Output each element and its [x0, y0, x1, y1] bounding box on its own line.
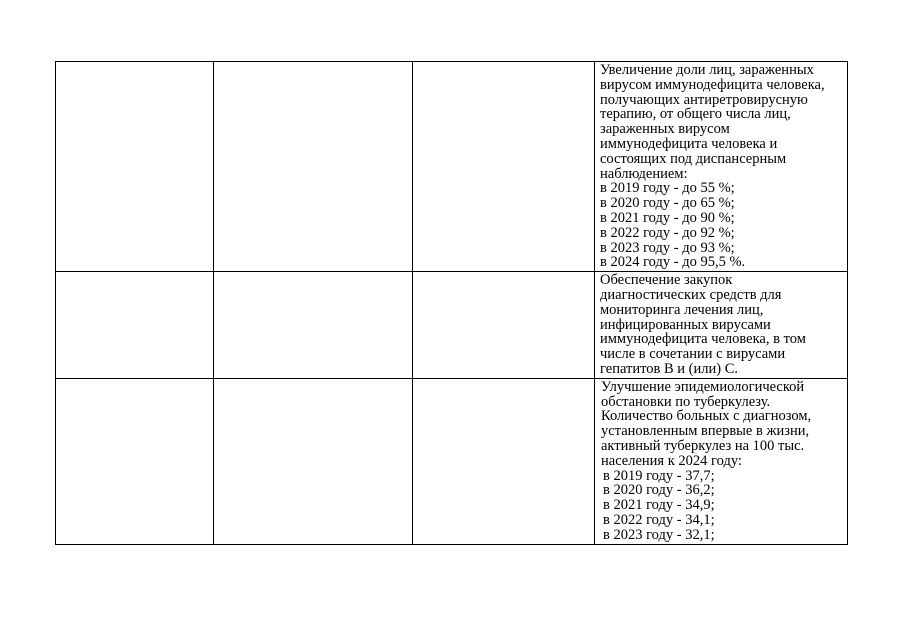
- text-line: иммунодефицита человека, в том: [600, 331, 806, 348]
- text-line: диагностических средств для: [600, 286, 782, 303]
- text-line: получающих антиретровирусную: [600, 91, 808, 108]
- text-line: в 2022 году - до 92 %;: [600, 224, 735, 241]
- table-row: [56, 378, 848, 544]
- text-line: терапию, от общего числа лиц,: [600, 106, 791, 123]
- empty-cell: [214, 378, 413, 544]
- text-line: обстановки по туберкулезу.: [601, 393, 771, 410]
- text-line: населения к 2024 году:: [601, 452, 742, 469]
- empty-cell: [56, 62, 214, 272]
- indicator-text: [595, 379, 847, 544]
- text-line: в 2021 году - до 90 %;: [600, 209, 735, 226]
- text-line: Обеспечение закупок: [600, 272, 733, 289]
- indicator-cell: [595, 272, 848, 379]
- empty-cell: [413, 378, 595, 544]
- text-line: состоящих под диспансерным: [600, 150, 787, 167]
- text-line: в 2023 году - 32,1;: [603, 526, 715, 543]
- text-line: Количество больных с диагнозом,: [601, 408, 812, 425]
- text-line: в 2019 году - 37,7;: [603, 467, 715, 484]
- text-line: в 2020 году - 36,2;: [603, 482, 715, 499]
- text-line: Улучшение эпидемиологической: [601, 378, 805, 395]
- indicator-cell: [595, 378, 848, 544]
- empty-cell: [413, 62, 595, 272]
- text-line: установленным впервые в жизни,: [601, 423, 810, 440]
- empty-cell: [413, 272, 595, 379]
- text-line: инфицированных вирусами: [600, 316, 771, 333]
- empty-cell: [214, 62, 413, 272]
- empty-cell: [214, 272, 413, 379]
- text-line: Увеличение доли лиц, зараженных: [600, 62, 814, 78]
- table-row: [56, 62, 848, 272]
- text-line: вирусом иммунодефицита человека,: [600, 76, 825, 93]
- text-line: числе в сочетании с вирусами: [600, 346, 786, 363]
- text-line: активный туберкулез на 100 тыс.: [601, 437, 805, 454]
- table-row: [56, 272, 848, 379]
- indicator-text: [595, 62, 847, 271]
- document-table: [55, 61, 848, 545]
- text-line: в 2024 году - до 95,5 %.: [600, 254, 746, 271]
- text-line: в 2019 году - до 55 %;: [600, 180, 735, 197]
- text-line: в 2020 году - до 65 %;: [600, 195, 735, 212]
- text-line: наблюдением:: [600, 165, 688, 182]
- text-line: мониторинга лечения лиц,: [600, 301, 764, 318]
- indicator-text: [595, 272, 847, 378]
- text-line: иммунодефицита человека и: [600, 135, 778, 152]
- indicator-cell: [595, 62, 848, 272]
- empty-cell: [56, 272, 214, 379]
- text-line: гепатитов B и (или) C.: [600, 360, 738, 377]
- text-line: в 2021 году - 34,9;: [603, 497, 715, 514]
- empty-cell: [56, 378, 214, 544]
- text-line: в 2023 году - до 93 %;: [600, 239, 735, 256]
- text-line: зараженных вирусом: [600, 121, 730, 138]
- text-line: в 2022 году - 34,1;: [603, 511, 715, 528]
